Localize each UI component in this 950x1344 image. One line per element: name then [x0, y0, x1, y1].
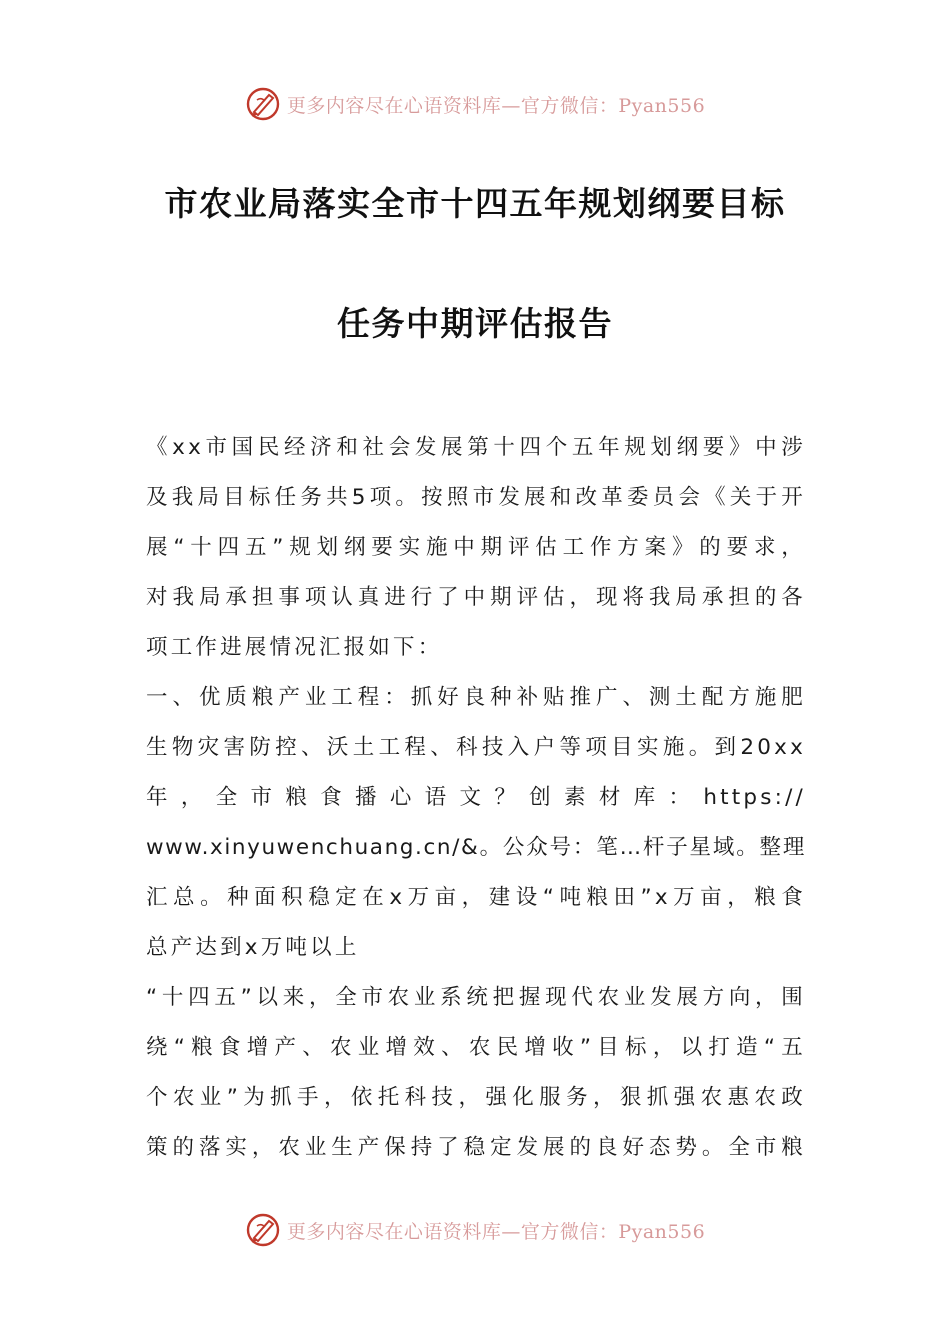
- body-line: 个农业”为抓手，依托科技，强化服务，狠抓强农惠农政: [146, 1085, 806, 1110]
- watermark-text: 更多内容尽在心语资料库—官方微信：Pyan556: [286, 94, 706, 117]
- document-title-line-1: 市农业局落实全市十四五年规划纲要目标: [164, 184, 786, 223]
- body-line: 对我局承担事项认真进行了中期评估，现将我局承担的各: [146, 585, 806, 610]
- body-line: 总产达到x万吨以上: [146, 935, 360, 960]
- body-line: 及我局目标任务共5项。按照市发展和改革委员会《关于开: [146, 485, 806, 510]
- body-line: 绕“粮食增产、农业增效、农民增收”目标，以打造“五: [146, 1035, 806, 1060]
- body-line: 年，全市粮食播心语文？创素材库：https://: [146, 785, 806, 810]
- body-line: 策的落实，农业生产保持了稳定发展的良好态势。全市粮: [146, 1135, 806, 1160]
- document-title-line-2: 任务中期评估报告: [337, 304, 613, 343]
- pen-seal-icon: [245, 1212, 281, 1248]
- pen-seal-icon: [245, 86, 281, 122]
- body-line: 一、优质粮产业工程：抓好良种补贴推广、测土配方施肥: [146, 685, 806, 710]
- watermark-text: 更多内容尽在心语资料库—官方微信：Pyan556: [286, 1220, 706, 1243]
- watermark-banner-bottom: [0, 1210, 950, 1250]
- body-line: 《xx市国民经济和社会发展第十四个五年规划纲要》中涉: [146, 435, 806, 460]
- body-line: 汇总。种面积稳定在x万亩，建设“吨粮田”x万亩，粮食: [146, 885, 806, 910]
- body-line: 展“十四五”规划纲要实施中期评估工作方案》的要求，: [146, 535, 806, 560]
- body-line: 项工作进展情况汇报如下：: [146, 635, 443, 660]
- watermark-banner-top: [0, 84, 950, 124]
- body-line: 生物灾害防控、沃土工程、科技入户等项目实施。到20xx: [146, 735, 806, 760]
- body-line: www.xinyuwenchuang.cn/&。公众号：笔…杆子星域。整理: [146, 835, 806, 860]
- body-line: “十四五”以来，全市农业系统把握现代农业发展方向，围: [146, 985, 806, 1010]
